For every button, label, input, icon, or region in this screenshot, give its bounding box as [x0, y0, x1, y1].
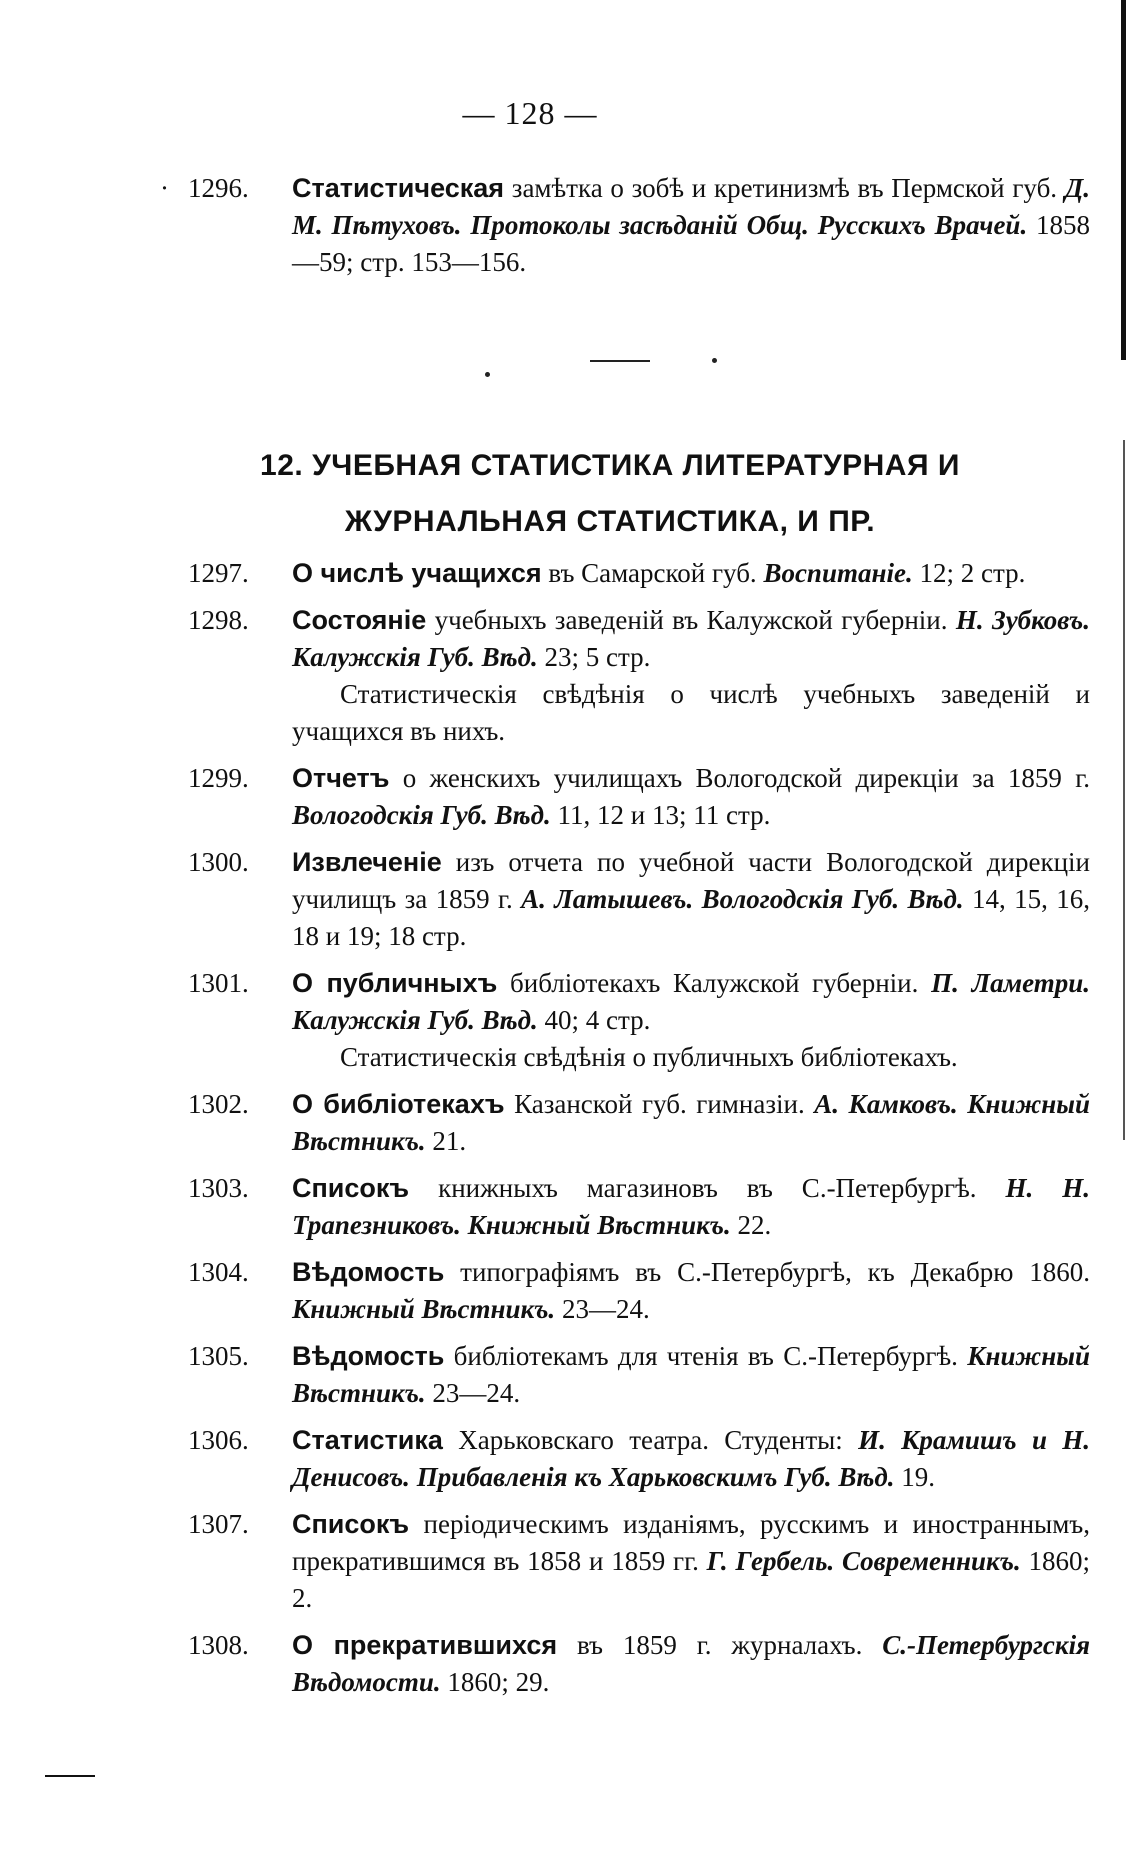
- entry-tail: 12; 2 стр.: [912, 558, 1026, 588]
- entry-journal: Прибавленія къ Харьковскимъ Губ. Вѣд.: [409, 1462, 895, 1492]
- entry-text: въ 1859 г. журналахъ.: [557, 1630, 883, 1660]
- entries-list: [160, 555, 1090, 1711]
- section-title: 12. УЧЕБНАЯ СТАТИСТИКА ЛИТЕРАТУРНАЯ И ЖУРНАЛЬНАЯ СТАТИСТИКА, И ПР.: [260, 449, 960, 538]
- entry-tail: 1858—59; стр. 153—156.: [292, 210, 1091, 277]
- section-separator: [590, 360, 650, 362]
- entry-author: И. Крамишъ и Н. Денисовъ.: [292, 1425, 1091, 1492]
- entry-1299: [160, 760, 1090, 834]
- entry-1304: [160, 1254, 1090, 1328]
- entry-tail: 21.: [425, 1126, 467, 1156]
- page-edge-line-lower: [1123, 440, 1125, 1140]
- entry-journal: Книжный Вѣстникъ.: [292, 1294, 556, 1324]
- entry-number: 1302.: [188, 1089, 249, 1119]
- entry-text: изъ отчета по учебной части Вологодской дирекціи училищъ за 1859 г.: [292, 847, 1090, 914]
- print-dot: [712, 358, 717, 363]
- entry-1296: [160, 170, 1090, 281]
- entry-number: 1296.: [188, 173, 249, 203]
- entry-author: Г. Гербель.: [706, 1546, 835, 1576]
- entry-tail: 19.: [894, 1462, 936, 1492]
- entry-heading: Отчетъ: [292, 763, 390, 793]
- entry-text: Казанской губ. гимназіи.: [504, 1089, 815, 1119]
- entry-number: 1308.: [188, 1630, 249, 1660]
- entry-heading: Статистическая: [292, 173, 505, 203]
- entry-bullet: ·: [160, 173, 169, 203]
- entry-1301: [160, 965, 1090, 1076]
- entry-text: учебныхъ заведеній въ Калужской губерніи.: [426, 605, 956, 635]
- entries-top: [160, 170, 1090, 291]
- entry-text: Харьковскаго театра. Студенты:: [442, 1425, 859, 1455]
- entry-journal: Современникъ.: [834, 1546, 1021, 1576]
- entry-author: А. Латышевъ.: [521, 884, 694, 914]
- entry-heading: Списокъ: [292, 1509, 410, 1539]
- entry-heading: Статистика: [292, 1425, 443, 1455]
- print-dot: [485, 372, 490, 377]
- entry-heading: Извлеченіе: [292, 847, 442, 877]
- entry-number: 1301.: [188, 968, 249, 998]
- entry-tail: 1860; 29.: [440, 1667, 550, 1697]
- entry-1303: [160, 1170, 1090, 1244]
- entry-heading: О числѣ учащихся: [292, 558, 542, 588]
- entry-text: въ Самарской губ.: [541, 558, 764, 588]
- entry-journal: Книжный Вѣстникъ.: [460, 1210, 731, 1240]
- entry-1306: [160, 1422, 1090, 1496]
- entry-text: библіотекахъ Калужской губерніи.: [497, 968, 932, 998]
- margin-mark: [45, 1775, 95, 1777]
- entry-tail: 11, 12 и 13; 11 стр.: [550, 800, 771, 830]
- entry-number: 1305.: [188, 1341, 249, 1371]
- entry-journal: Воспитаніе.: [763, 558, 913, 588]
- entry-author: Н. Зубковъ.: [955, 605, 1090, 635]
- entry-text: о женскихъ училищахъ Вологодской дирекціи за 1859 г.: [389, 763, 1090, 793]
- entry-heading: О прекратившихся: [292, 1630, 558, 1660]
- entry-number: 1303.: [188, 1173, 249, 1203]
- entry-note: Статистическія свѣдѣнія о публичныхъ библіотекахъ.: [340, 1042, 958, 1072]
- entry-journal: Калужскія Губ. Вѣд.: [292, 642, 538, 672]
- entry-journal: Книжный Вѣстникъ.: [292, 1341, 1090, 1408]
- entry-1305: [160, 1338, 1090, 1412]
- entry-author: П. Ламетри.: [931, 968, 1090, 998]
- entry-1298: [160, 602, 1090, 750]
- entry-heading: Вѣдомость: [292, 1341, 445, 1371]
- entry-journal: Протоколы засѣданій Общ. Русскихъ Врачей.: [461, 210, 1028, 240]
- entry-number: 1307.: [188, 1509, 249, 1539]
- entry-tail: 23—24.: [555, 1294, 650, 1324]
- entry-heading: О библіотекахъ: [292, 1089, 505, 1119]
- entry-number: 1299.: [188, 763, 249, 793]
- entry-1300: [160, 844, 1090, 955]
- entry-tail: 40; 4 стр.: [537, 1005, 651, 1035]
- entry-tail: 22.: [730, 1210, 772, 1240]
- entry-number: 1304.: [188, 1257, 249, 1287]
- entry-journal: Книжный Вѣстникъ.: [292, 1089, 1091, 1156]
- entry-1297: [160, 555, 1090, 592]
- entry-number: 1306.: [188, 1425, 249, 1455]
- entry-journal: Вологодскія Губ. Вѣд.: [292, 800, 551, 830]
- entry-tail: 23; 5 стр.: [537, 642, 651, 672]
- entry-1308: [160, 1627, 1090, 1701]
- entry-heading: Списокъ: [292, 1173, 410, 1203]
- entry-journal: Вологодскія Губ. Вѣд.: [693, 884, 964, 914]
- entry-text: библіотекамъ для чтенія въ С.-Петербургѣ.: [444, 1341, 968, 1371]
- entry-text: періодическимъ изданіямъ, русскимъ и иностраннымъ, прекратившимся въ 1858 и 1859 гг.: [292, 1509, 1090, 1576]
- entry-heading: О публичныхъ: [292, 968, 498, 998]
- page-edge-line: [1121, 0, 1126, 360]
- entry-journal: Калужскія Губ. Вѣд.: [292, 1005, 538, 1035]
- entry-author: Н. Н. Трапезниковъ.: [292, 1173, 1090, 1240]
- entry-tail: 1860; 2.: [292, 1546, 1090, 1613]
- entry-note: Статистическія свѣдѣнія о числѣ учебныхъ заведеній и учащихся въ нихъ.: [292, 679, 1090, 746]
- entry-1302: [160, 1086, 1090, 1160]
- entry-heading: Вѣдомость: [292, 1257, 445, 1287]
- entry-text: типографіямъ въ С.-Петербургѣ, къ Декабрю 1860.: [444, 1257, 1090, 1287]
- page-number: — 128 —: [462, 95, 598, 131]
- entry-number: 1298.: [188, 605, 249, 635]
- entry-text: книжныхъ магазиновъ въ С.-Петербургѣ.: [409, 1173, 1006, 1203]
- entry-journal: С.-Петербургскія Вѣдомости.: [292, 1630, 1090, 1697]
- entry-number: 1300.: [188, 847, 249, 877]
- entry-author: Д. М. Пѣтуховъ.: [292, 173, 1090, 240]
- entry-text: замѣтка о зобѣ и кретинизмѣ въ Пермской губ.: [504, 173, 1065, 203]
- entry-heading: Состояніе: [292, 605, 427, 635]
- entry-tail: 14, 15, 16, 18 и 19; 18 стр.: [292, 884, 1090, 951]
- entry-author: А. Камковъ.: [814, 1089, 958, 1119]
- entry-1307: [160, 1506, 1090, 1617]
- entry-tail: 23—24.: [425, 1378, 521, 1408]
- entry-number: 1297.: [188, 558, 249, 588]
